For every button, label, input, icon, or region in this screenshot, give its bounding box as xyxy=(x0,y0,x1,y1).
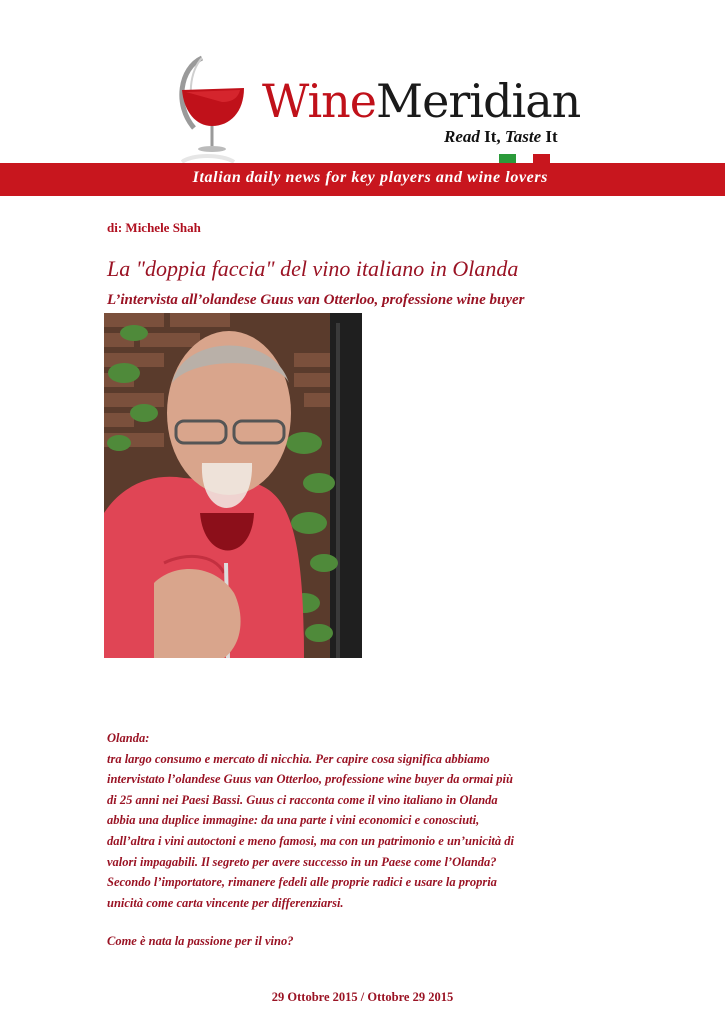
tagline-taste: Taste xyxy=(504,127,542,146)
body-line: valori impagabili. Il segreto per avere successo in un Paese come l’Olanda? xyxy=(107,854,497,869)
wine-meridian-logo xyxy=(172,50,581,170)
body-line: di 25 anni nei Paesi Bassi. Guus ci racconta come il vino italiano in Olanda xyxy=(107,792,498,807)
body-line: Secondo l’importatore, rimanere fedeli alle proprie radici e usare la propria xyxy=(107,875,497,890)
body-line: tra largo consumo e mercato di nicchia. Per capire cosa significa abbiamo xyxy=(107,751,490,766)
body-line: dall’altra i vini autoctoni e meno famosi, ma con un patrimonio e un’unicità di xyxy=(107,833,514,848)
article-photo xyxy=(104,313,362,658)
body-line: intervistato l’olandese Guus van Otterloo, professione wine buyer da ormai più xyxy=(107,772,513,787)
interview-question: Come è nata la passione per il vino? xyxy=(107,934,294,948)
brand-tagline xyxy=(444,127,558,147)
article-title: La "doppia faccia" del vino italiano in Olanda xyxy=(107,256,519,281)
article-subtitle: L’intervista all’olandese Guus van Otterloo, professione wine buyer xyxy=(107,292,525,308)
banner-slogan: Italian daily news for key players and wine lovers xyxy=(192,169,548,186)
body-line: Olanda: xyxy=(107,731,150,745)
article-date: 29 Ottobre 2015 / Ottobre 29 2015 xyxy=(271,990,454,1004)
tagline-it-2: It xyxy=(545,127,558,146)
article-author: di: Michele Shah xyxy=(107,220,201,235)
body-line: unicità come carta vincente per differenziarsi. xyxy=(107,895,344,910)
brand-name-meridian: Meridian xyxy=(376,74,581,128)
wine-glass-globe-icon xyxy=(172,50,262,170)
brand-name-wine: Wine xyxy=(262,74,377,128)
body-line: abbia una duplice immagine: da una parte i vini economici e conosciuti, xyxy=(107,813,480,828)
article-body xyxy=(107,728,567,913)
brand-name xyxy=(262,74,581,128)
header-banner xyxy=(0,163,725,196)
tagline-it-1: It, xyxy=(484,127,501,146)
tagline-read: Read xyxy=(444,127,480,146)
